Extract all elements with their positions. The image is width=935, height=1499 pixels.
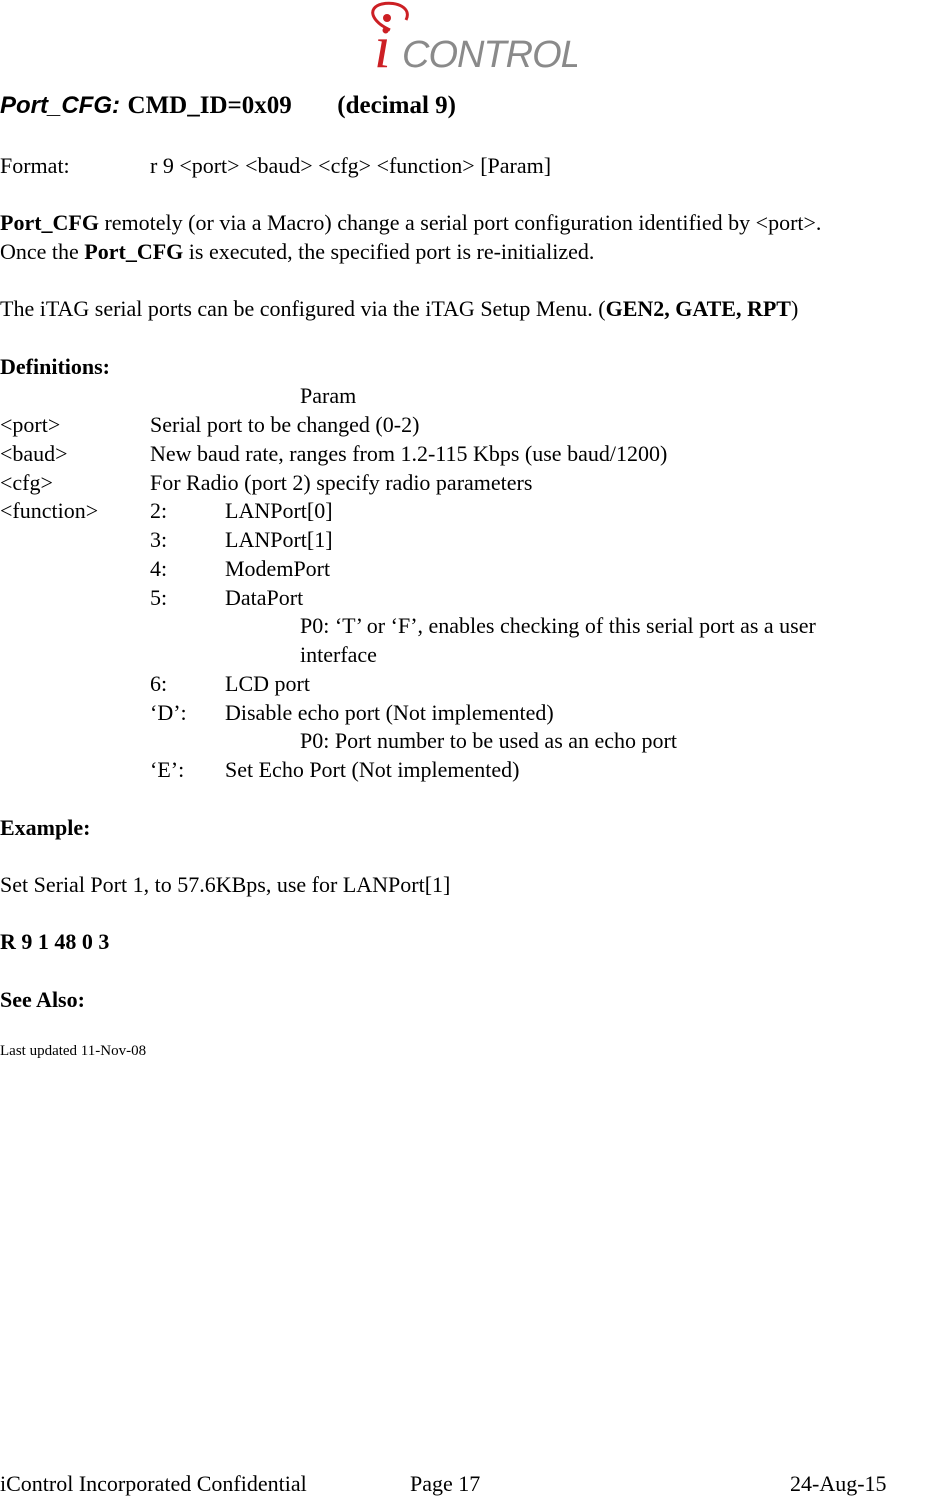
function-code: 2: — [150, 498, 168, 523]
function-label: Disable echo port (Not implemented) — [225, 700, 554, 725]
command-decimal: (decimal 9) — [337, 92, 456, 119]
function-code: 3: — [150, 527, 168, 552]
format-label: Format: — [0, 153, 70, 178]
function-label: DataPort — [225, 585, 304, 610]
function-label: Set Echo Port (Not implemented) — [225, 757, 520, 782]
intro-line-2 — [0, 241, 594, 263]
setup-pre: The iTAG serial ports can be configured via the iTAG Setup Menu. ( — [0, 296, 606, 321]
function-code: 4: — [150, 556, 168, 581]
title-colon: : — [112, 92, 121, 119]
function-label: ModemPort — [225, 556, 331, 581]
format-value: r 9 <port> <baud> <cfg> <function> [Param] — [150, 153, 552, 178]
logo-control-text: CONTROL — [402, 34, 577, 76]
last-updated: Last updated 11-Nov-08 — [0, 1043, 147, 1059]
intro-line-1-rest: remotely (or via a Macro) change a serial port configuration identified by <port>. — [98, 210, 822, 235]
dataport-param-line-2: interface — [300, 642, 377, 667]
function-label: LANPort[1] — [225, 527, 333, 552]
intro-line-2-bold: Port_CFG — [84, 239, 184, 264]
example-description: Set Serial Port 1, to 57.6KBps, use for LANPort[1] — [0, 872, 451, 897]
function-code: 6: — [150, 671, 168, 696]
def-desc-cfg: For Radio (port 2) specify radio parameters — [150, 470, 533, 495]
definitions-heading: Definitions: — [0, 354, 110, 379]
def-term-function: <function> — [0, 498, 99, 523]
example-command: R 9 1 48 0 3 — [0, 929, 110, 954]
setup-bold: GEN2, GATE, RPT — [605, 296, 791, 321]
page-title — [0, 93, 456, 118]
function-label: LANPort[0] — [225, 498, 333, 523]
footer-page: Page 17 — [410, 1471, 481, 1496]
def-term-cfg: <cfg> — [0, 470, 53, 495]
def-desc-baud: New baud rate, ranges from 1.2-115 Kbps (use baud/1200) — [150, 441, 668, 466]
setup-post: ) — [790, 296, 799, 321]
def-desc-port: Serial port to be changed (0-2) — [150, 412, 420, 437]
intro-line-2-rest: is executed, the specified port is re-initialized. — [183, 239, 595, 264]
def-term-port: <port> — [0, 412, 61, 437]
dataport-param-line-1: P0: ‘T’ or ‘F’, enables checking of this serial port as a user — [300, 613, 816, 638]
see-also-heading: See Also: — [0, 987, 85, 1012]
function-code: 5: — [150, 585, 168, 610]
intro-line-1 — [0, 212, 821, 234]
function-code: ‘D’: — [150, 700, 187, 725]
function-label: LCD port — [225, 671, 310, 696]
icontrol-logo — [362, 0, 577, 80]
intro-line-1-bold: Port_CFG — [0, 210, 99, 235]
echo-param: P0: Port number to be used as an echo port — [300, 728, 677, 753]
example-heading: Example: — [0, 815, 91, 840]
param-header: Param — [300, 383, 357, 408]
def-term-baud: <baud> — [0, 441, 68, 466]
function-code: ‘E’: — [150, 757, 185, 782]
intro-line-2-pre: Once the — [0, 239, 85, 264]
command-id: CMD_ID=0x09 — [127, 92, 292, 119]
setup-line — [0, 298, 798, 320]
logo-i-text: i — [374, 14, 391, 80]
command-name: Port_CFG — [0, 92, 113, 119]
footer-date: 24-Aug-15 — [790, 1471, 887, 1496]
footer-company: iControl Incorporated Confidential — [0, 1471, 307, 1496]
logo-swoosh-icon — [362, 0, 577, 80]
